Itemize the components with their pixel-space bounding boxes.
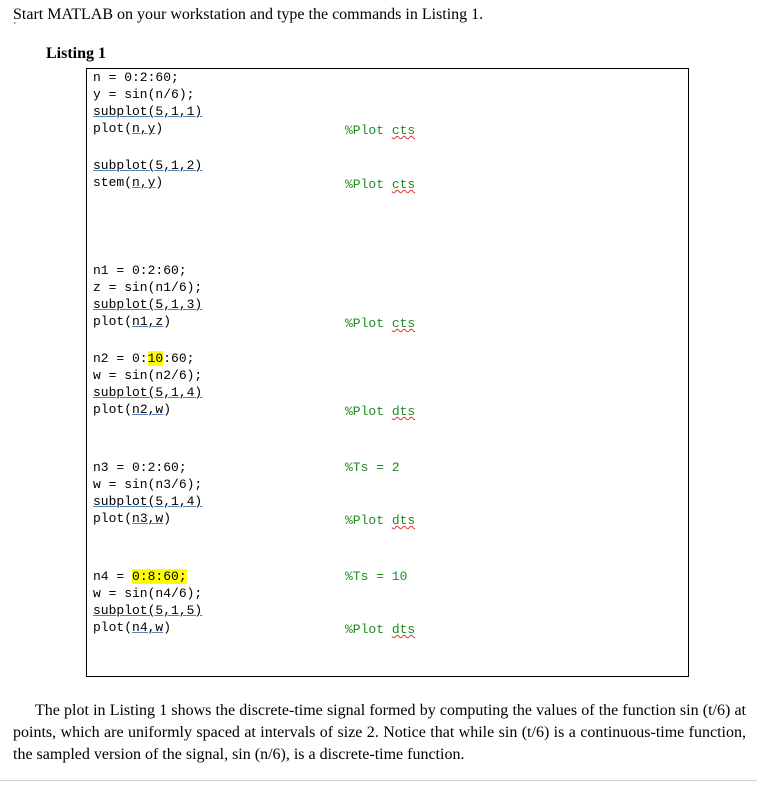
code-fragment: plot( xyxy=(93,402,133,417)
code-line xyxy=(93,512,171,526)
code-line xyxy=(93,176,163,190)
code-line: z = sin(n1/6); xyxy=(93,280,203,295)
code-line xyxy=(93,570,187,584)
code-fragment: n,y xyxy=(132,175,156,190)
comment-fragment: %Plot xyxy=(345,123,392,138)
description-paragraph xyxy=(13,700,746,766)
code-line: n3 = 0:2:60; xyxy=(93,460,187,475)
listing-title: Listing 1 xyxy=(46,45,107,62)
highlighted-fragment: 0:8:60; xyxy=(132,569,187,584)
comment-fragment: dts xyxy=(391,622,416,637)
code-fragment: ) xyxy=(163,511,172,526)
code-line: subplot(5,1,5) xyxy=(93,603,203,618)
comment-fragment: %Plot xyxy=(345,316,392,331)
code-fragment: n4,w xyxy=(132,620,164,635)
code-fragment: ) xyxy=(155,175,164,190)
code-comment xyxy=(345,514,415,528)
code-line xyxy=(93,403,171,417)
divider xyxy=(0,780,757,781)
code-line: subplot(5,1,4) xyxy=(93,385,203,400)
highlighted-fragment: 10 xyxy=(147,351,164,366)
code-line xyxy=(93,315,171,329)
code-line: w = sin(n2/6); xyxy=(93,368,203,383)
code-fragment: ) xyxy=(163,314,172,329)
comment-fragment: %Plot xyxy=(345,404,392,419)
code-comment: %Ts = 10 xyxy=(345,569,408,584)
comment-fragment: cts xyxy=(391,316,416,331)
code-fragment: plot( xyxy=(93,620,133,635)
code-fragment: n3,w xyxy=(132,511,164,526)
code-comment xyxy=(345,623,415,637)
stray-mark: ` xyxy=(13,22,17,33)
code-comment xyxy=(345,178,415,192)
code-line: n1 = 0:2:60; xyxy=(93,263,187,278)
code-fragment: :60; xyxy=(163,351,195,366)
comment-fragment: cts xyxy=(391,177,416,192)
code-listing-box xyxy=(86,68,689,677)
code-fragment: plot( xyxy=(93,314,133,329)
code-line: subplot(5,1,1) xyxy=(93,104,203,119)
comment-fragment: dts xyxy=(391,513,416,528)
comment-fragment: %Plot xyxy=(345,622,392,637)
code-comment xyxy=(345,317,415,331)
code-comment xyxy=(345,124,415,138)
code-fragment: plot( xyxy=(93,121,133,136)
code-comment: %Ts = 2 xyxy=(345,460,400,475)
code-fragment: n2,w xyxy=(132,402,164,417)
intro-text: Start MATLAB on your workstation and type the commands in Listing 1. xyxy=(13,6,484,23)
comment-fragment: %Plot xyxy=(345,177,392,192)
comment-fragment: %Plot xyxy=(345,513,392,528)
comment-fragment: dts xyxy=(391,404,416,419)
code-fragment: n4 = xyxy=(93,569,133,584)
code-fragment: n,y xyxy=(132,121,156,136)
comment-fragment: cts xyxy=(391,123,416,138)
code-line xyxy=(93,122,163,136)
code-comment xyxy=(345,405,415,419)
code-fragment: ) xyxy=(163,620,172,635)
code-fragment: n1,z xyxy=(132,314,164,329)
code-line: w = sin(n4/6); xyxy=(93,586,203,601)
code-line: subplot(5,1,3) xyxy=(93,297,203,312)
code-fragment: ) xyxy=(155,121,164,136)
code-line xyxy=(93,352,194,366)
code-fragment: n2 = 0: xyxy=(93,351,148,366)
code-line: y = sin(n/6); xyxy=(93,87,195,102)
code-line xyxy=(93,621,171,635)
code-line: n = 0:2:60; xyxy=(93,70,179,85)
paragraph-text: The plot in Listing 1 shows the discrete-time signal formed by computing the values of the function sin (t/6) at points, which are uniformly spaced at intervals of size 2. Notice that while sin (t/6) is a continuous-time function, the sampled version of the signal, sin (n/6), is a discrete-time function. xyxy=(13,702,746,763)
code-fragment: ) xyxy=(163,402,172,417)
code-line: subplot(5,1,4) xyxy=(93,494,203,509)
code-line: subplot(5,1,2) xyxy=(93,158,203,173)
code-fragment: plot( xyxy=(93,511,133,526)
code-fragment: stem( xyxy=(93,175,133,190)
code-line: w = sin(n3/6); xyxy=(93,477,203,492)
